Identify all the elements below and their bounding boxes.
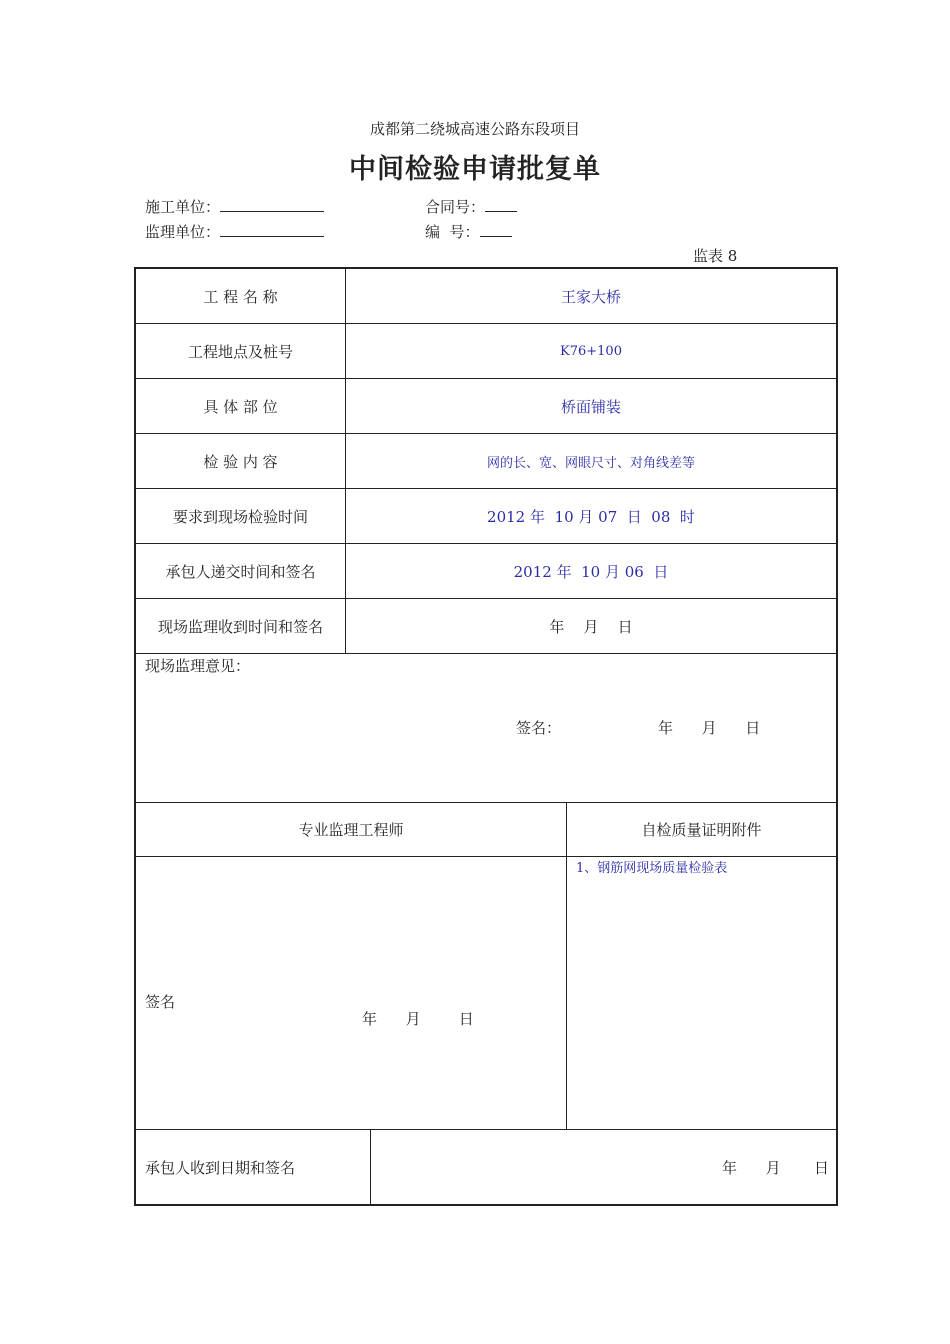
serial-no-label: 编 号：: [425, 223, 480, 241]
opinion-label: 现场监理意见：: [145, 657, 251, 675]
attachment-item: 1、钢筋网现场质量检验表: [576, 861, 728, 876]
receipt-label: 承包人收到日期和签名: [145, 1158, 296, 1177]
row-value-part: 桥面铺装: [560, 397, 621, 416]
project-name: 成都第二绕城高速公路东段项目: [369, 120, 580, 138]
opinion-sign-label: 签名：: [516, 719, 562, 737]
serial-no-field: [425, 221, 512, 242]
row-label-receive-time: 现场监理收到时间和签名: [157, 617, 323, 636]
row-value-receive-time: 年 月 日: [549, 617, 633, 636]
row-value-submit-time: 2012 年 10 月 06 日: [513, 562, 669, 581]
supervisor-field: [145, 221, 324, 242]
receipt-date: 年 月 日: [722, 1158, 829, 1177]
form-table: [134, 267, 838, 1206]
engineer-sign-label: 签名: [145, 993, 176, 1011]
opinion-date: 年 月 日: [658, 719, 761, 737]
engineer-date: 年 月 日: [362, 1010, 474, 1028]
row-label-project-name: 工 程 名 称: [203, 287, 278, 306]
supervisor-blank: [220, 222, 324, 237]
contractor-field: [145, 196, 324, 217]
page-title: 中间检验申请批复单: [349, 154, 601, 185]
row-value-location: K76+100: [560, 343, 622, 359]
serial-no-blank: [480, 222, 512, 237]
attachments-header: 自检质量证明附件: [641, 821, 762, 839]
contractor-blank: [220, 197, 324, 212]
row-label-part: 具 体 部 位: [203, 397, 278, 416]
contract-no-label: 合同号：: [425, 198, 486, 216]
contract-no-field: [425, 196, 517, 217]
contractor-label: 施工单位：: [145, 198, 221, 216]
form-code: 监表 8: [693, 247, 738, 265]
row-value-inspection-time: 2012 年 10 月 07 日 08 时: [487, 507, 695, 526]
row-value-project-name: 王家大桥: [560, 287, 621, 306]
row-label-location: 工程地点及桩号: [187, 342, 293, 361]
row-label-inspection-time: 要求到现场检验时间: [172, 507, 308, 526]
supervisor-label: 监理单位：: [145, 223, 221, 241]
row-label-content: 检 验 内 容: [203, 452, 278, 471]
engineer-header: 专业监理工程师: [298, 821, 404, 839]
contract-no-blank: [485, 197, 517, 212]
row-value-content: 网的长、宽、网眼尺寸、对角线差等: [486, 455, 695, 471]
row-label-submit-time: 承包人递交时间和签名: [165, 562, 316, 581]
